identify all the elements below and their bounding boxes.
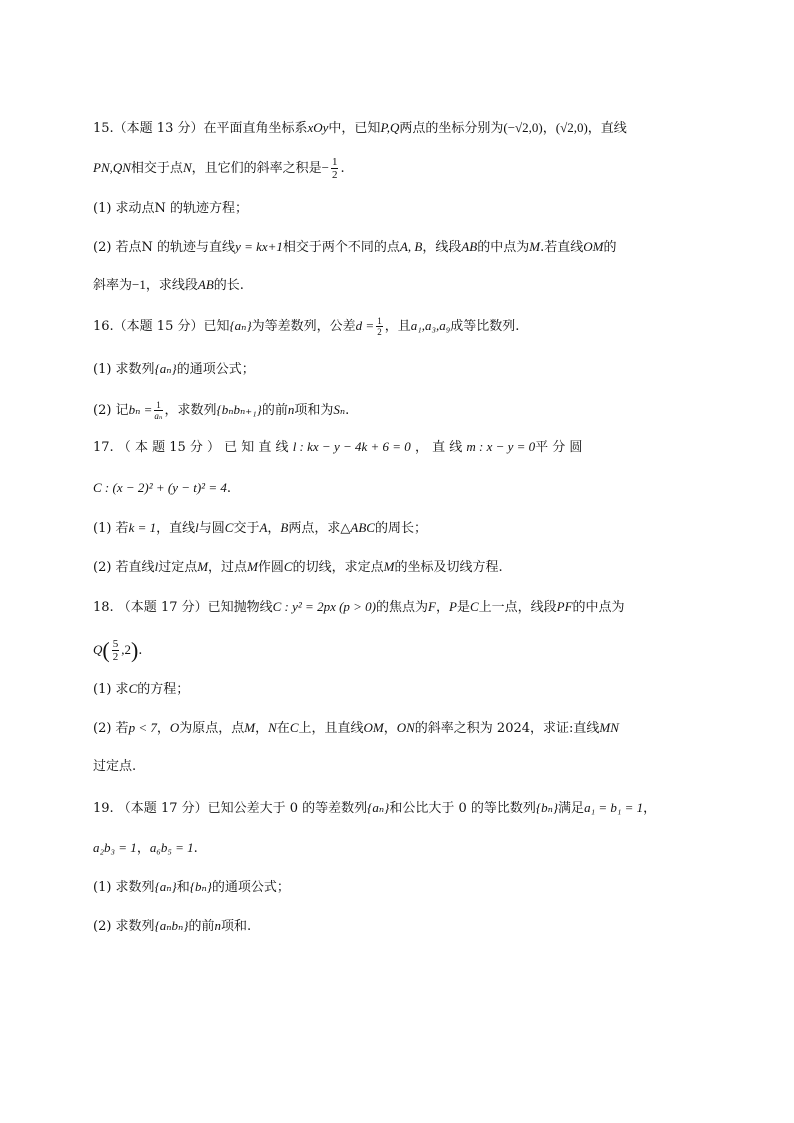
q15-text: .若直线: [540, 240, 584, 255]
q17-text: 的坐标及切线方程.: [394, 560, 503, 575]
q16-seq: {aₙ}: [154, 361, 177, 376]
q17-m: M: [383, 559, 395, 574]
fraction-numerator: 1: [377, 316, 382, 326]
q17-k: k = 1: [128, 520, 157, 535]
q15-stem-line2: [93, 156, 345, 181]
q18-om: OM: [363, 720, 384, 735]
q16-seq: {aₙ}: [229, 318, 252, 333]
q17-stem-line2: [93, 478, 231, 499]
q18-text: .: [138, 643, 143, 658]
q15-heading: 15.（本题 13 分）在平面直角坐标系: [93, 121, 308, 136]
q18-text: ，: [435, 600, 449, 615]
q18-text: 的斜率之积为 2024，求证:直线: [414, 721, 600, 736]
q16-stem: [93, 316, 519, 337]
q15-ab: A, B: [399, 239, 423, 254]
q17-c: C: [283, 559, 293, 574]
q15-n: N: [182, 160, 192, 175]
q17-text: ，直线: [156, 521, 196, 536]
q15-fraction: [331, 156, 339, 181]
q18-text: 的方程；: [137, 682, 190, 697]
q15-text: 的长.: [213, 278, 244, 293]
q19-text: 和: [176, 880, 190, 895]
q16-text: 成等比数列.: [450, 319, 520, 334]
q19-text: (2) 求数列: [93, 919, 155, 934]
fraction-denominator: 2: [377, 327, 382, 337]
q17-m: M: [197, 559, 209, 574]
q18-text: ，: [156, 721, 170, 736]
q19-text: .: [193, 841, 198, 856]
q15-ab2: AB: [197, 277, 214, 292]
q15-slope: −1: [132, 277, 146, 292]
q18-c: C: [289, 720, 299, 735]
q17-part2: [93, 557, 503, 578]
q16-seq2: {bₙbₙ₊₁}: [216, 402, 262, 417]
q17-line-l: l : kx − y − 4k + 6 = 0: [292, 439, 411, 454]
q15-part2-line1: [93, 237, 616, 258]
q16-text: 的通项公式；: [176, 362, 255, 377]
q15-text: 两点的坐标分别为: [399, 121, 504, 136]
q18-q: Q: [93, 642, 103, 657]
q15-stem-line1: [93, 118, 627, 139]
q15-text: ，直线: [587, 121, 627, 136]
q17-circle: C : (x − 2)² + (y − t)² = 4: [93, 480, 227, 495]
q17-text: 的周长；: [374, 521, 427, 536]
q15-text: 相交于两个不同的点: [282, 240, 400, 255]
q19-text: 满足: [558, 801, 585, 816]
q18-text: 上一点，线段: [478, 600, 557, 615]
q16-text: 项和为: [294, 403, 334, 418]
q18-heading: 18. （本题 17 分）已知抛物线: [93, 600, 273, 615]
q15-text: ，且它们的斜率之积是: [191, 161, 322, 176]
q18-y: ,2: [121, 642, 131, 657]
q19-part1: [93, 877, 290, 898]
q17-text: (1) 若: [93, 521, 129, 536]
q18-on: ON: [396, 720, 415, 735]
q17-text: ，过点: [208, 560, 248, 575]
q18-p: P: [449, 599, 457, 614]
q15-text: 中，已知: [328, 121, 381, 136]
q16-text: ，求数列: [164, 403, 217, 418]
q16-bn: bₙ =: [128, 402, 153, 417]
q18-text: 在: [276, 721, 290, 736]
q15-text: 斜率为: [93, 278, 133, 293]
q19-text: ，: [643, 801, 657, 816]
q18-fraction: [112, 638, 120, 663]
q18-f: F: [428, 599, 436, 614]
q16-text: ，且: [384, 319, 411, 334]
q15-seg: AB: [461, 239, 478, 254]
q15-text: ，求线段: [145, 278, 198, 293]
q15-m: M: [529, 239, 541, 254]
q19-text: 和公比大于 0 的等比数列: [389, 801, 536, 816]
q18-part2-line2: 过定点.: [93, 759, 137, 774]
q15-text: ，: [542, 121, 556, 136]
q15-coord-q: (√2,0): [555, 120, 588, 135]
fraction-numerator: 1: [156, 400, 161, 410]
q17-line-m: m : x − y = 0: [466, 439, 536, 454]
q17-abc: ABC: [350, 520, 375, 535]
q19-text: 项和.: [221, 919, 252, 934]
q15-minus: −: [321, 160, 329, 175]
q17-b: B: [280, 520, 289, 535]
q16-part2: [93, 400, 349, 421]
q18-pf: PF: [556, 599, 573, 614]
q19-text: 的通项公式；: [211, 880, 290, 895]
q17-text: ， 直 线: [414, 440, 463, 455]
q19-stem-line1: [93, 798, 656, 819]
q17-heading: 17. （ 本 题 15 分 ） 已 知 直 线: [93, 440, 289, 455]
q17-l: l: [195, 520, 199, 535]
q18-parabola: C : y² = 2px (p > 0): [272, 599, 377, 614]
q19-part2: [93, 916, 251, 937]
q19-an: {aₙ}: [154, 879, 177, 894]
q16-sn: Sₙ: [333, 402, 346, 417]
q15-text: 的: [603, 240, 617, 255]
q19-text: (1) 求数列: [93, 880, 155, 895]
fraction-denominator: 2: [112, 651, 119, 663]
q16-fraction2: [154, 400, 162, 421]
q18-text: 为原点，点: [179, 721, 245, 736]
q18-m: M: [244, 720, 256, 735]
q19-an: {aₙ}: [367, 800, 390, 815]
q18-stem-line1: [93, 597, 625, 618]
q18-n: N: [268, 720, 277, 735]
q16-part1: [93, 359, 255, 380]
q15-pq: P,Q: [380, 120, 400, 135]
q19-text: 的前: [188, 919, 215, 934]
q16-text: .: [345, 403, 350, 418]
q18-c: C: [128, 681, 138, 696]
q16-n: n: [287, 402, 295, 417]
fraction-numerator: 5: [112, 638, 119, 650]
q19-eq1: a₂b₃ = 1: [93, 840, 137, 855]
q18-text: (2) 若: [93, 721, 129, 736]
q17-text: (2) 若直线: [93, 560, 155, 575]
q19-eq: a₁ = b₁ = 1: [584, 800, 644, 815]
q19-heading: 19. （本题 17 分）已知公差大于 0 的等差数列: [93, 801, 368, 816]
q17-a: A: [259, 520, 268, 535]
q18-c: C: [469, 599, 479, 614]
fraction-denominator: aₙ: [154, 411, 163, 421]
q19-bn: {bₙ}: [189, 879, 212, 894]
q17-c: C: [224, 520, 234, 535]
q16-d: d =: [355, 318, 375, 333]
q18-text: ，: [383, 721, 397, 736]
q16-text: 的前: [261, 403, 288, 418]
q17-text: 交于: [233, 521, 260, 536]
q17-text: 平 分 圆: [535, 440, 583, 455]
q18-stem-line2: Q( $\frac{5}{2}$ ,2).: [93, 637, 143, 663]
fraction-denominator: 2: [331, 169, 338, 181]
q17-text: 两点，求△: [288, 521, 351, 536]
q16-text: (1) 求数列: [93, 362, 155, 377]
q15-part1: (1) 求动点N 的轨迹方程；: [93, 201, 249, 216]
q18-part1: [93, 679, 189, 700]
q15-xoy: xOy: [307, 120, 329, 135]
q18-p-ineq: p < 7: [128, 720, 157, 735]
q18-mn: MN: [599, 720, 619, 735]
q15-pnqn: PN,QN: [93, 160, 131, 175]
q15-text: 的中点为: [477, 240, 530, 255]
q16-text: (2) 记: [93, 403, 129, 418]
q19-bn: {bₙ}: [535, 800, 559, 815]
q19-eq2: a₆b₅ = 1: [149, 840, 194, 855]
q18-text: 的中点为: [572, 600, 625, 615]
fraction-numerator: 1: [331, 156, 338, 168]
q15-coord-p: (−√2,0): [503, 120, 543, 135]
q16-fraction: [376, 316, 383, 337]
q18-part2-line1: [93, 718, 619, 739]
q15-om: OM: [583, 239, 604, 254]
q18-text: ，: [255, 721, 269, 736]
q17-text: ，: [267, 521, 281, 536]
q15-line-eq: y = kx+1: [235, 239, 283, 254]
q18-text: (1) 求: [93, 682, 129, 697]
q16-terms: a₁,a₃,a₉: [410, 318, 451, 333]
q17-text: 与圆: [198, 521, 225, 536]
q15-text: (2) 若点N 的轨迹与直线: [93, 240, 236, 255]
q18-text: 的焦点为: [376, 600, 429, 615]
q19-text: ，: [136, 841, 150, 856]
q19-n: n: [214, 918, 222, 933]
q17-text: 作圆: [257, 560, 284, 575]
q17-text: 的切线，求定点: [292, 560, 384, 575]
q15-part2-line2: [93, 275, 244, 296]
q19-seq: {aₙbₙ}: [154, 918, 189, 933]
q17-text: .: [226, 481, 231, 496]
q18-text: 上，且直线: [298, 721, 364, 736]
q17-part1: [93, 518, 427, 539]
q17-l: l: [154, 559, 159, 574]
q18-text: 是: [456, 600, 470, 615]
q15-text: .: [340, 161, 345, 176]
q19-stem-line2: [93, 838, 198, 859]
q16-heading: 16.（本题 15 分）已知: [93, 319, 230, 334]
q15-text: ，线段: [422, 240, 462, 255]
q17-text: 过定点: [158, 560, 198, 575]
q17-stem-line1: [93, 437, 582, 458]
q17-m: M: [247, 559, 258, 574]
q18-o: O: [169, 720, 180, 735]
q15-text: 相交于点: [130, 161, 183, 176]
q16-text: 为等差数列，公差: [251, 319, 356, 334]
